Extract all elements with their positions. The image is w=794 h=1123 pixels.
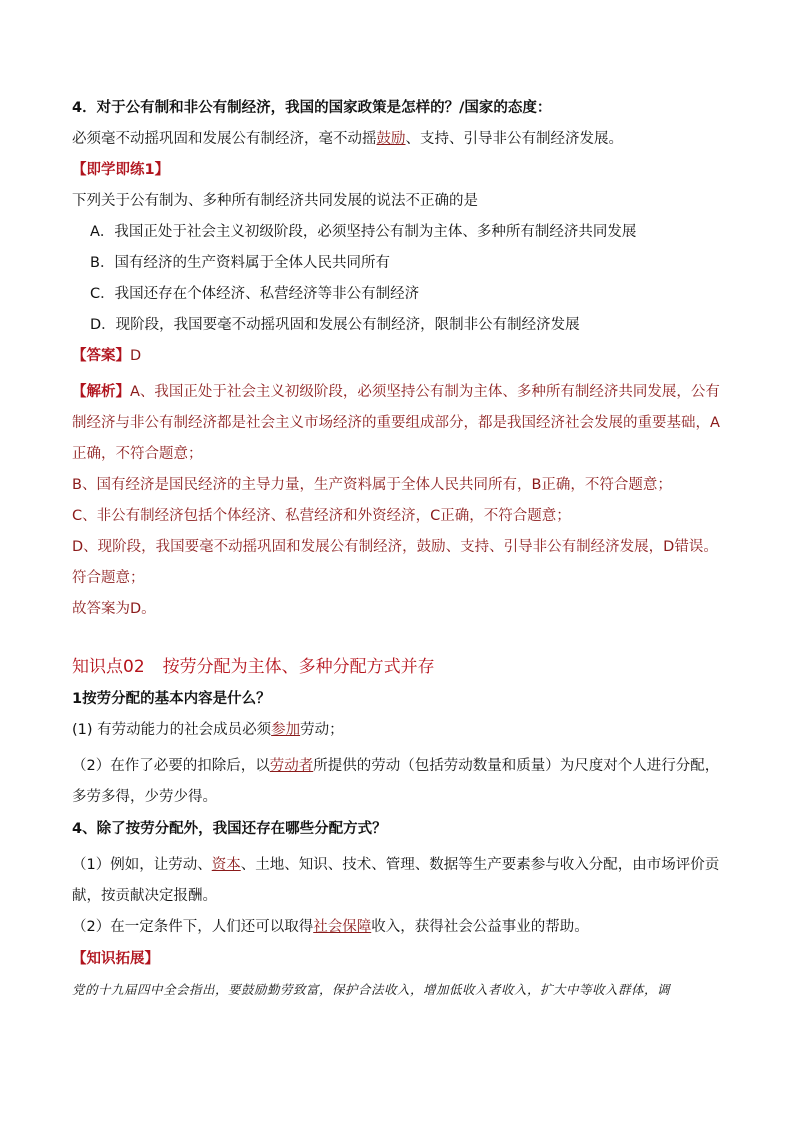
question-4b-title: 4、除了按劳分配外，我国还存在哪些分配方式？ xyxy=(72,821,387,837)
option-d: D．现阶段，我国要毫不动摇巩固和发展公有制经济，限制非公有制经济发展 xyxy=(90,317,580,333)
analysis-tag: 【解析】 xyxy=(72,384,130,400)
question-1-item-2: （2）在作了必要的扣除后，以劳动者所提供的劳动（包括劳动数量和质量）为尺度对个人进行分配，多劳多得，少劳少得。 xyxy=(72,758,720,805)
section-title: 按劳分配为主体、多种分配方式并存 xyxy=(162,657,435,677)
option-a: A．我国正处于社会主义初级阶段，必须坚持公有制为主体、多种所有制经济共同发展 xyxy=(90,224,637,240)
question-1-item-1: (1) 有劳动能力的社会成员必须参加劳动； xyxy=(72,722,344,738)
practice-question: 下列关于公有制为、多种所有制经济共同发展的说法不正确的是 xyxy=(72,193,478,209)
practice-tag: 【即学即练1】 xyxy=(72,162,170,178)
analysis-b: B、国有经济是国民经济的主导力量，生产资料属于全体人民共同所有，B正确，不符合题意； xyxy=(72,477,672,493)
answer-tag: 【答案】 xyxy=(72,348,130,364)
section-heading xyxy=(72,655,724,679)
section-number: 知识点02 xyxy=(72,657,145,677)
option-b: B．国有经济的生产资料属于全体人民共同所有 xyxy=(90,255,390,271)
analysis-d: D、现阶段，我国要毫不动摇巩固和发展公有制经济，鼓励、支持、引导非公有制经济发展，D错误。符合题意； xyxy=(72,539,718,586)
analysis-c: C、非公有制经济包括个体经济、私营经济和外资经济，C正确，不符合题意； xyxy=(72,508,571,524)
keyword-social-security: 社会保障 xyxy=(313,919,372,935)
question-4b-item-2: （2）在一定条件下，人们还可以取得社会保障收入，获得社会公益事业的帮助。 xyxy=(72,919,589,935)
analysis-a: 【解析】A、我国正处于社会主义初级阶段，必须坚持公有制为主体、多种所有制经济共同发展，公有制经济与非公有制经济都是社会主义市场经济的重要组成部分，都是我国经济社会发展的重要基础，A正确，不符合题意； xyxy=(72,384,720,462)
extension-text: 党的十九届四中全会指出，要鼓励勤劳致富，保护合法收入，增加低收入者收入，扩大中等收入群体，调 xyxy=(72,982,671,997)
question-4b-item-1: （1）例如，让劳动、资本、土地、知识、技术、管理、数据等生产要素参与收入分配，由市场评价贡献，按贡献决定报酬。 xyxy=(72,857,720,904)
keyword-capital: 资本 xyxy=(211,857,241,873)
question-1-title: 1按劳分配的基本内容是什么？ xyxy=(72,691,271,707)
keyword-participate: 参加 xyxy=(271,722,301,738)
extension-tag: 【知识拓展】 xyxy=(72,951,159,967)
keyword-laborer: 劳动者 xyxy=(269,758,314,774)
document-page xyxy=(72,98,724,1011)
answer-line xyxy=(72,346,724,366)
option-c: C．我国还存在个体经济、私营经济等非公有制经济 xyxy=(90,286,420,302)
question-4-title: 4．对于公有制和非公有制经济，我国的国家政策是怎样的？/国家的态度： xyxy=(72,100,552,116)
conclusion: 故答案为D。 xyxy=(72,601,156,617)
question-4-answer: 必须毫不动摇巩固和发展公有制经济，毫不动摇鼓励、支持、引导非公有制经济发展。 xyxy=(72,131,623,147)
keyword-encourage: 鼓励 xyxy=(376,131,406,147)
answer-value: D xyxy=(130,348,142,364)
